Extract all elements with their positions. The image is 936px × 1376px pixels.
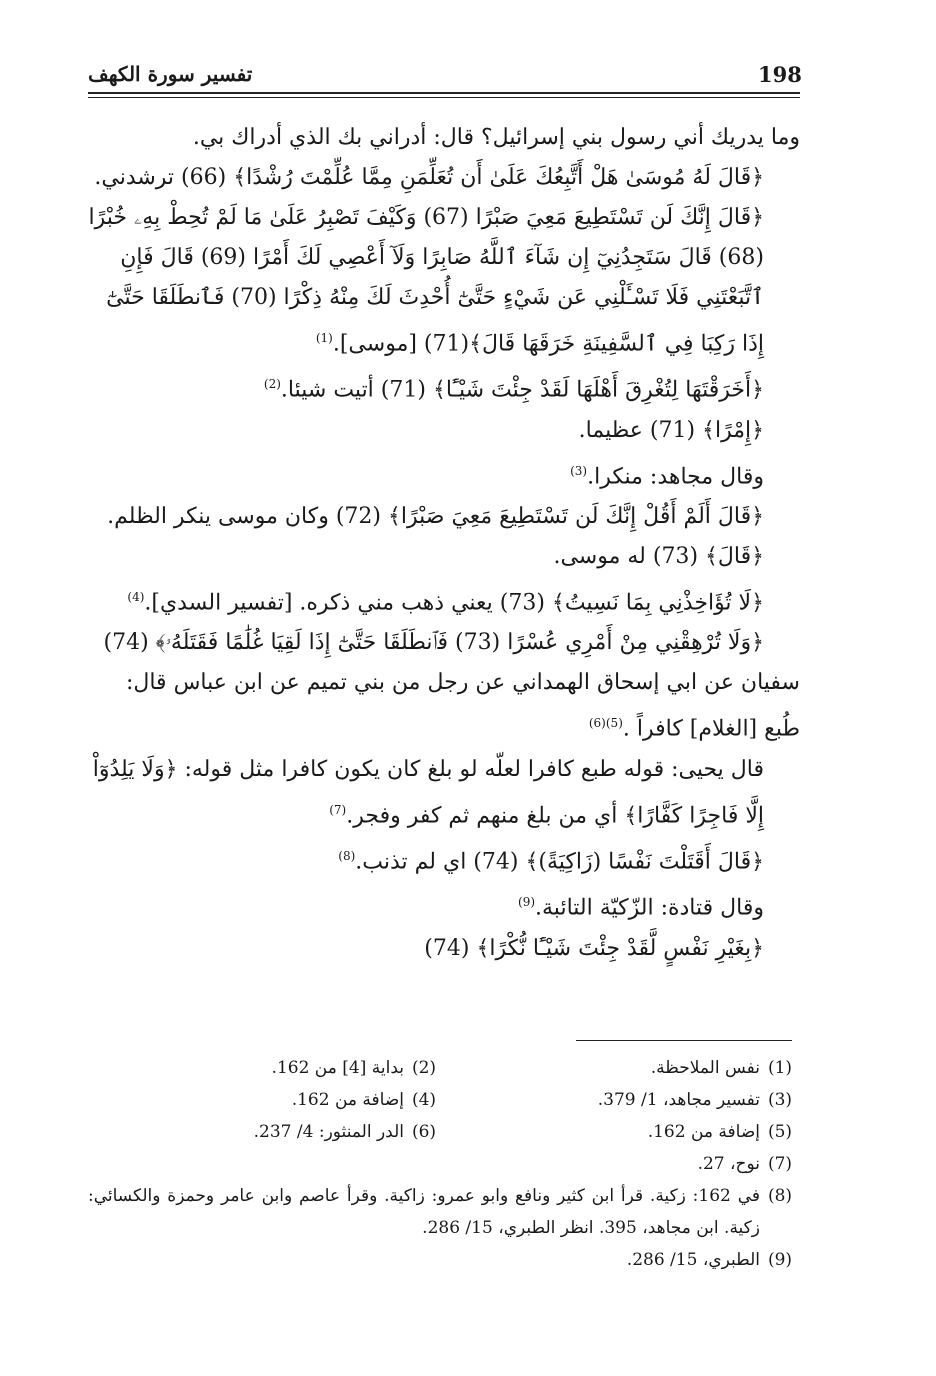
footnote: (6) الدر المنثور: 4/ 237.	[253, 1122, 437, 1142]
paragraph: ﴿قَالَ أَقَتَلْتَ نَفْسًا (زَاكِيَةً)﴾ (74) اي لم تذنب.$^{(8)}$	[338, 848, 764, 875]
footnote: (1) نفس الملاحظة.	[650, 1058, 793, 1078]
footnote-row	[88, 1084, 800, 1116]
footnote: (5) إضافة من 162.	[647, 1122, 793, 1142]
paragraph: ﴿قَالَ﴾ (73) له موسى.	[553, 543, 764, 569]
paragraph: ﴿وَلَا تُرْهِقْنِي مِنْ أَمْرِي عُسْرًا (73) فَٱنطَلَقَا حَتَّىٰٓ إِذَا لَقِيَا غُلَٰمًا فَقَتَلَهُۥ﴾ (74)	[103, 630, 764, 656]
footnote-rule	[576, 1040, 792, 1041]
footnote-ref: (1)	[315, 331, 333, 345]
paragraph: ﴿قَالَ لَهُ مُوسَىٰ هَلْ أَتَّبِعُكَ عَلَىٰ أَن تُعَلِّمَنِ مِمَّا عُلِّمْتَ رُشْدًا﴾ (66) ترشدني.	[94, 165, 764, 190]
footnote-ref: (2)	[263, 377, 281, 392]
footnote: (2) بداية [4] من 162.	[271, 1058, 437, 1078]
footnote: (7) نوح، 27.	[697, 1154, 793, 1174]
footnote: (3) تفسير مجاهد، 1/ 379.	[597, 1090, 793, 1110]
running-title: تفسير سورة الكهف	[88, 62, 253, 86]
paragraph: ﴿قَالَ أَلَمْ أَقُلْ إِنَّكَ لَن تَسْتَطِيعَ مَعِيَ صَبْرًا﴾ (72) وكان موسى ينكر الظلم.	[107, 503, 764, 529]
main-text	[88, 118, 800, 969]
paragraph: قال يحيى: قوله طبع كافرا لعلّه لو بلغ كان يكون كافرا مثل قوله: ﴿وَلَا يَلِدُوٓاْ إِلَّا فَاجِرًا كَفَّارًا﴾ أي من بلغ منهم ثم كفر وفجر.$^{(7)}$	[92, 756, 764, 828]
footnote-ref: (3)	[570, 463, 588, 478]
footnote: (4) إضافة من 162.	[291, 1090, 437, 1110]
footnote: (9) الطبري، 15/ 286.	[626, 1250, 793, 1270]
footnote: (8) في 162: زكية. قرأ ابن كثير ونافع وابو عمرو: زاكية. وقرأ عاصم وابن عامر وحمزة والكسائي: زكية. ابن مجاهد، 395. انظر الطبري، 15/ 286.	[88, 1186, 793, 1238]
footnote-row	[88, 1116, 800, 1148]
paragraph: ﴿بِغَيْرِ نَفْسٍ لَّقَدْ جِئْتَ شَيْـًٔا نُّكْرًا﴾ (74)	[424, 935, 764, 961]
footnote-ref: (7)	[329, 802, 347, 817]
footnote-ref: (9)	[518, 895, 536, 910]
footnote-ref: (4)	[127, 589, 145, 604]
paragraph: ﴿لَا تُؤَاخِذْنِي بِمَا نَسِيتُ﴾ (73) يعني ذهب مني ذكره. [تفسير السدي].$^{(4)}$	[127, 589, 764, 616]
footnotes	[88, 1052, 800, 1276]
paragraph: وما يدريك أني رسول بني إسرائيل؟ قال: أدراني بك الذي أدراك بي.	[192, 125, 800, 150]
paragraph: سفيان عن ابي إسحاق الهمداني عن رجل من بني تميم عن ابن عباس قال: طُبع [الغلام] كافراً .$^{(5)(6)}$	[125, 670, 800, 742]
footnote-ref: (5)	[605, 716, 623, 731]
paragraph: وقال قتادة: الزّكيّة التائبة.$^{(9)}$	[518, 895, 764, 921]
footnote-row	[88, 1052, 800, 1084]
header-rule	[88, 92, 800, 94]
paragraph: ﴿أَخَرَقْتَهَا لِتُغْرِقَ أَهْلَهَا لَقَدْ جِئْتَ شَيْـًٔا﴾ (71) أتيت شيئا.$^{(2)}$	[263, 377, 764, 403]
paragraph: ﴿إِمْرًا﴾ (71) عظيما.	[578, 417, 764, 443]
footnote-ref: (8)	[338, 848, 356, 863]
header-rule-thin	[88, 97, 800, 98]
footnote-ref: (6)	[588, 716, 606, 731]
paragraph: ﴿قَالَ إِنَّكَ لَن تَسْتَطِيعَ مَعِيَ صَبْرًا (67) وَكَيْفَ تَصْبِرُ عَلَىٰ مَا لَمْ تُحِطْ بِهِۦ خُبْرًا (68) قَالَ سَتَجِدُنِيٓ إِن شَآءَ ٱللَّهُ صَابِرًا وَلَآ أَعْصِي لَكَ أَمْرًا (69) قَالَ فَإِنِ ٱتَّبَعْتَنِي فَلَا تَسْـَٔلْنِي عَن شَيْءٍ حَتَّىٰٓ أُحْدِثَ لَكَ مِنْهُ ذِكْرًا (70) فَٱنطَلَقَا حَتَّىٰٓ إِذَا رَكِبَا فِي ٱلسَّفِينَةِ خَرَقَهَا قَالَ﴾(71) [موسى].$^{(1)}$	[88, 205, 764, 357]
paragraph: وقال مجاهد: منكرا.$^{(3)}$	[570, 463, 764, 489]
page-number: 198	[758, 62, 802, 87]
